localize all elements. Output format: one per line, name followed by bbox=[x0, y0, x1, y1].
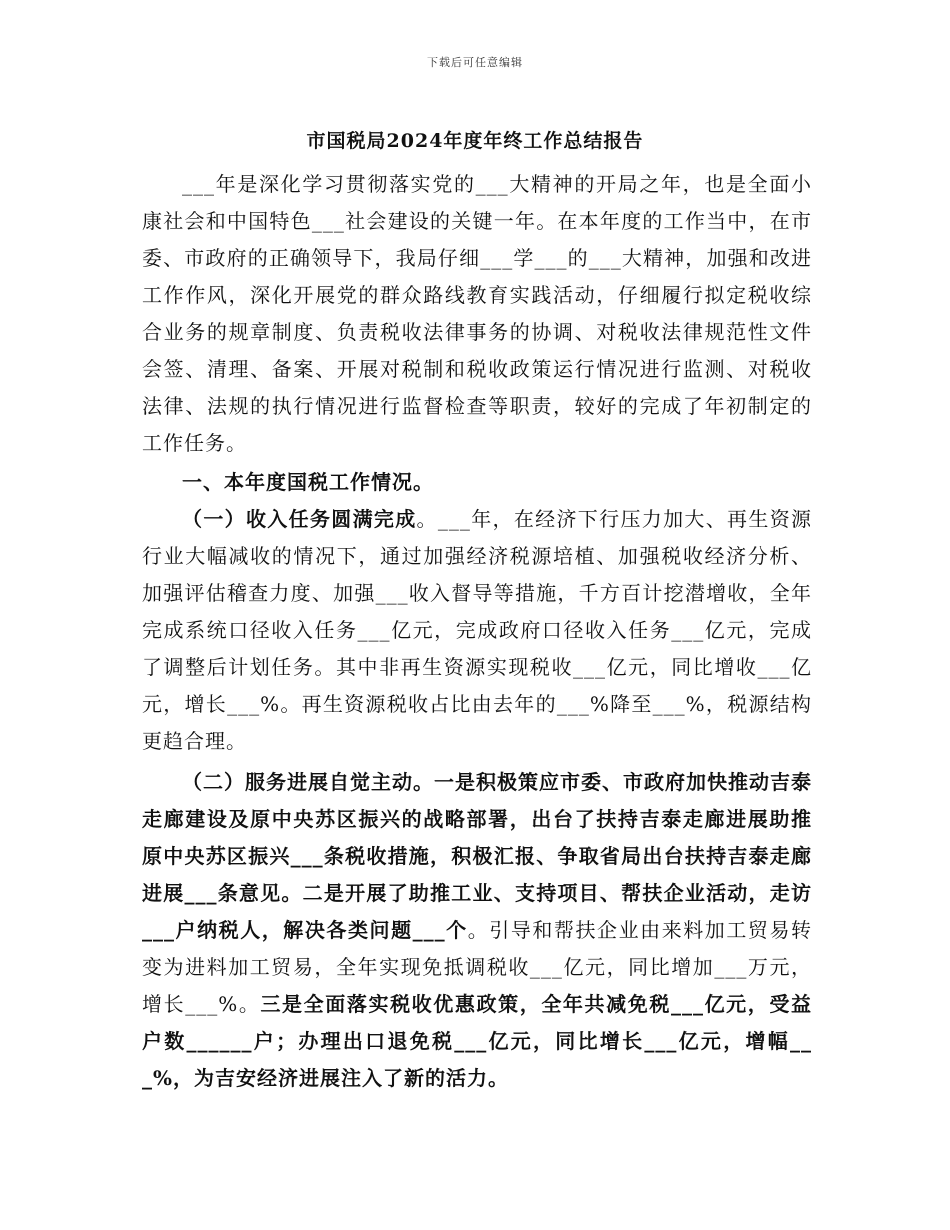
section-heading-1: 一、本年度国税工作情况。 bbox=[182, 470, 434, 494]
intro-paragraph: ___年是深化学习贯彻落实党的___大精神的开局之年，也是全面小康社会和中国特色___社会建设的关键一年。在本年度的工作当中，在市委、市政府的正确领导下，我局仔细___学___的___大精神，加强和改进工作作风，深化开展党的群众路线教育实践活动，仔细履行拟定税收综合业务的规章制度、负责税收法律事务的协调、对税收法律规范性文件会签、清理、备案、开展对税制和税收政策运行情况进行监测、对税收法律、法规的执行情况进行监督检查等职责，较好的完成了年初制定的工作任务。 bbox=[142, 172, 812, 455]
subsection-2-bold-part-1: （二）服务进展自觉主动。一是积极策应市委、市政府加快推动吉泰走廊建设及原中央苏区振兴的战略部署，出台了扶持吉泰走廊进展助推原中央苏区振兴___条税收措施，积极汇报、争取省局出台扶持吉泰走廊进展___条意见。二是开展了助推工业、支持项目、帮扶企业活动，走访___户纳税人，解决各类问题___个 bbox=[142, 770, 812, 942]
document-body bbox=[142, 166, 812, 1097]
subsection-1-paragraph bbox=[142, 501, 812, 760]
subsection-1-body: 。___年，在经济下行压力加大、再生资源行业大幅减收的情况下，通过加强经济税源培植、加强税收经济分析、加强评估稽查力度、加强___收入督导等措施，千方百计挖潜增收，全年完成系统口径收入任务___亿元，完成政府口径收入任务___亿元，完成了调整后计划任务。其中非再生资源实现税收___亿元，同比增收___亿元，增长___%。再生资源税收占比由去年的___%降至___%，税源结构更趋合理。 bbox=[142, 507, 813, 753]
subsection-2-normal-part: 。引导和帮扶企业由来料加工贸易转变为进料加工贸易，全年实现免抵调税收___亿元，同比增加___万元，增长___%。 bbox=[142, 918, 813, 1016]
document-title: 市国税局2024年度年终工作总结报告 bbox=[306, 130, 644, 152]
subsection-2-bold-part-2: 三是全面落实税收优惠政策，全年共减免税___亿元，受益户数______户；办理出口退免税___亿元，同比增长___亿元，增幅___%，为吉安经济进展注入了新的活力。 bbox=[142, 992, 812, 1090]
subsection-1-lead: （一）收入任务圆满完成 bbox=[182, 507, 417, 531]
subsection-2-paragraph bbox=[142, 764, 812, 1097]
page-header-note: 下载后可任意编辑 bbox=[427, 56, 523, 69]
